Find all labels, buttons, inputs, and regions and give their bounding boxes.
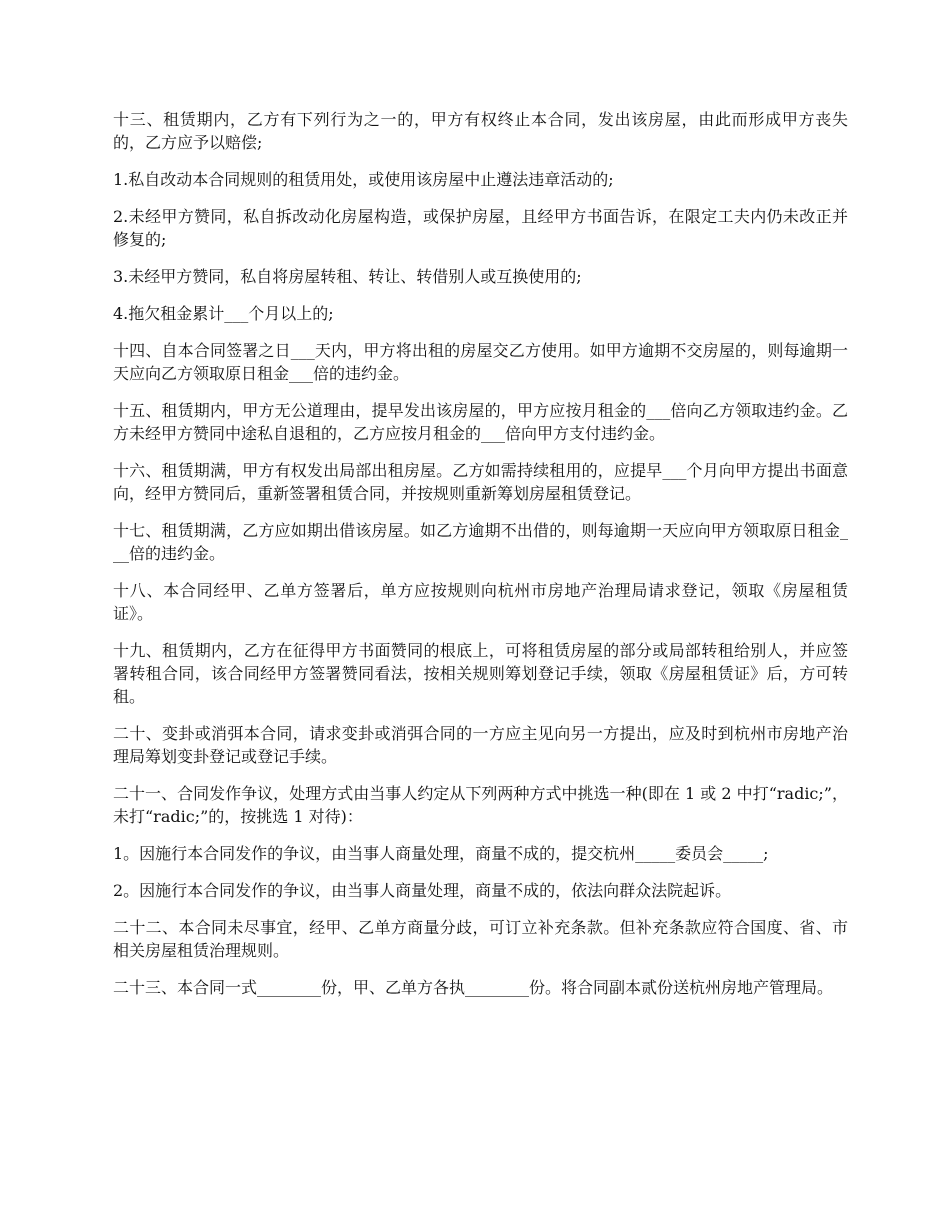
clause-14: 十四、自本合同签署之日___天内，甲方将出租的房屋交乙方使用。如甲方逾期不交房屋的，则每逾期一天应向乙方领取原日租金___倍的违约金。 <box>113 341 848 383</box>
clause-13-item-4: 4.拖欠租金累计___个月以上的; <box>113 304 334 323</box>
clause-22: 二十二、本合同未尽事宜，经甲、乙单方商量分歧，可订立补充条款。但补充条款应符合国度、省、市相关房屋租赁治理规则。 <box>113 918 848 960</box>
clause-21-option-2: 2。因施行本合同发作的争议，由当事人商量处理，商量不成的，依法向群众法院起诉。 <box>113 881 732 900</box>
clause-13-item-3: 3.未经甲方赞同，私自将房屋转租、转让、转借别人或互换使用的; <box>113 267 582 286</box>
clause-13-item-1: 1.私自改动本合同规则的租赁用处，或使用该房屋中止遵法违章活动的; <box>113 170 614 189</box>
clause-13-item-2: 2.未经甲方赞同，私自拆改动化房屋构造，或保护房屋，且经甲方书面告诉，在限定工夫内仍未改正并修复的; <box>113 207 848 249</box>
clause-21: 二十一、合同发作争议，处理方式由当事人约定从下列两种方式中挑选一种(即在 1 或 2 中打“radic;”，未打“radic;”的，按挑选 1 对待)： <box>113 784 848 826</box>
clause-23: 二十三、本合同一式________份，甲、乙单方各执________份。将合同副本贰份送杭州房地产管理局。 <box>113 978 834 997</box>
clause-18: 十八、本合同经甲、乙单方签署后，单方应按规则向杭州市房地产治理局请求登记，领取《房屋租赁证》。 <box>113 581 848 623</box>
clause-15: 十五、租赁期内，甲方无公道理由，提早发出该房屋的，甲方应按月租金的___倍向乙方领取违约金。乙方未经甲方赞同中途私自退租的，乙方应按月租金的___倍向甲方支付违约金。 <box>113 401 848 443</box>
clause-21-option-1: 1。因施行本合同发作的争议，由当事人商量处理，商量不成的，提交杭州_____委员会_____; <box>113 844 769 863</box>
clause-17: 十七、租赁期满，乙方应如期出借该房屋。如乙方逾期不出借的，则每逾期一天应向甲方领取原日租金___倍的违约金。 <box>113 521 848 563</box>
clause-19: 十九、租赁期内，乙方在征得甲方书面赞同的根底上，可将租赁房屋的部分或局部转租给别人，并应签署转租合同，该合同经甲方签署赞同看法，按相关规则筹划登记手续，领取《房屋租赁证》后，方可转租。 <box>113 641 848 706</box>
clause-13: 十三、租赁期内，乙方有下列行为之一的，甲方有权终止本合同，发出该房屋，由此而形成甲方丧失的，乙方应予以赔偿; <box>113 110 848 152</box>
clause-16: 十六、租赁期满，甲方有权发出局部出租房屋。乙方如需持续租用的，应提早___个月向甲方提出书面意向，经甲方赞同后，重新签署租赁合同，并按规则重新筹划房屋租赁登记。 <box>113 461 848 503</box>
document-page <box>113 108 848 1013</box>
clause-20: 二十、变卦或消弭本合同，请求变卦或消弭合同的一方应主见向另一方提出，应及时到杭州市房地产治理局筹划变卦登记或登记手续。 <box>113 724 848 766</box>
